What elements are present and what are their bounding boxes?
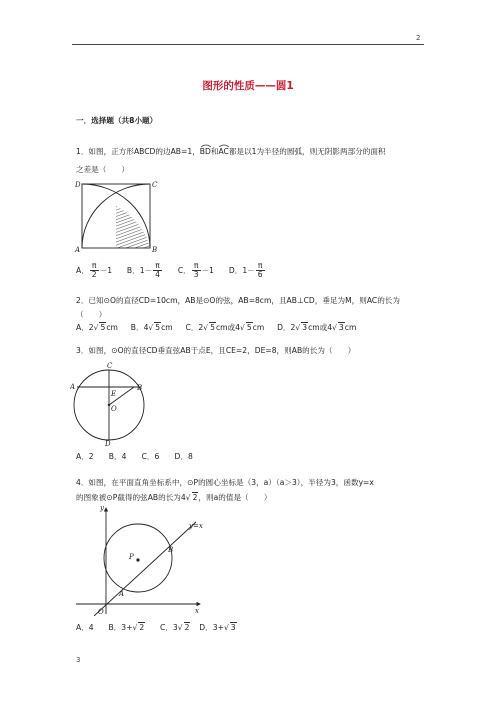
q2-opt-d: D．2√ 3cm或4√ 3cm	[277, 323, 357, 332]
q4-options	[76, 622, 237, 633]
q1-opt-a: A． $\frac{\pi}{2}$ －1	[76, 261, 113, 279]
q2-options	[76, 322, 356, 333]
q3-label-c: C	[107, 362, 113, 370]
section-heading: 一．选择题（共8小题）	[76, 116, 158, 125]
q1-arc-ac-label: AC	[218, 147, 229, 156]
q4-label-a: A	[119, 590, 125, 598]
q4-label-o: O	[98, 608, 104, 616]
q4-label-line: y=x	[189, 522, 203, 530]
q1-label-a: A	[75, 246, 81, 254]
q4-circle-p	[104, 524, 172, 592]
q2-opt-c: C．2√ 5cm或4√ 5cm	[185, 323, 265, 332]
q1-label-b: B	[152, 246, 158, 254]
q1-opt-d: D．1－ $\frac{\pi}{6}$	[228, 261, 263, 279]
q3-label-a: A	[70, 383, 76, 391]
q4-label-x: x	[195, 607, 199, 615]
q3-options: A．2 B．4 C．6 D．8	[76, 452, 193, 461]
q4-label-p: P	[129, 553, 134, 561]
q3-label-o: O	[111, 405, 117, 413]
document-title: 图形的性质——圆1	[202, 80, 294, 92]
q3-stem: 3．如图，⊙O的直径CD垂直弦AB于点E，且CE=2，DE=8，则AB的长为（ ）	[76, 346, 356, 355]
q4-label-b: B	[168, 546, 174, 554]
q4-center-dot	[136, 558, 139, 561]
q1-arc-ac	[218, 147, 228, 157]
q1-arc-bd	[200, 147, 211, 157]
q4-opt-b: B．3+√ 2	[108, 623, 145, 632]
q3-center-dot	[108, 404, 110, 406]
q1-arc-bd-label: BD	[199, 147, 211, 156]
q4-opt-d: D．3+√ 3	[199, 623, 236, 632]
q2-opt-b: B．4√ 5cm	[130, 323, 173, 332]
q1-stem-line2: 之差是（ ）	[76, 165, 130, 174]
q1-opt-b: B．1－ $\frac{\pi}{4}$	[126, 261, 160, 279]
q3-figure	[70, 360, 150, 446]
header-page-number: 2	[416, 34, 421, 42]
q3-label-d: D	[105, 440, 111, 446]
q1-label-d: D	[75, 181, 81, 189]
q2-stem-line2: （ ）	[76, 310, 107, 319]
arc-mark-icon	[218, 144, 230, 148]
q4-figure	[76, 502, 216, 616]
q4-stem-line1: 4．如图，在平面直角坐标系中，⊙P的圆心坐标是（3，a）（a＞3），半径为3，函数y=x	[76, 478, 374, 487]
q2-opt-a: A．2√ 5cm	[76, 323, 118, 332]
q4-line-yx	[94, 522, 196, 616]
q4-label-y: y	[100, 504, 104, 512]
q1-text-a: 1．如图，正方形ABCD的边AB=1，	[76, 147, 200, 156]
arc-mark-icon	[200, 144, 212, 148]
q4-stem-line2: 的图象被⊙P截得的弦AB的长为4√ 2，则a的值是（ ）	[76, 493, 272, 502]
q4-opt-a: A．4	[76, 623, 94, 632]
q1-mid: 和	[210, 147, 219, 156]
header-rule	[72, 44, 424, 45]
q1-figure	[72, 178, 160, 254]
q1-label-c: C	[152, 181, 158, 189]
q1-hatched-region	[116, 206, 150, 248]
q1-opt-c: C． $\frac{\pi}{3}$ －1	[177, 261, 215, 279]
q4-opt-c: C．3√ 2	[160, 623, 190, 632]
q1-stem-line1	[76, 147, 386, 157]
q2-stem-line1: 2．已知⊙O的直径CD=10cm，AB是⊙O的弦，AB=8cm，且AB⊥CD，垂足为M，则AC的长为	[76, 296, 400, 305]
q3-label-e: E	[111, 390, 117, 398]
q1-text-b: 都是以1为半径的圆弧，则无阴影两部分的面积	[228, 147, 386, 156]
footer-page-number: 3	[76, 656, 81, 664]
q3-label-b: B	[137, 384, 143, 392]
q1-options	[76, 262, 266, 279]
